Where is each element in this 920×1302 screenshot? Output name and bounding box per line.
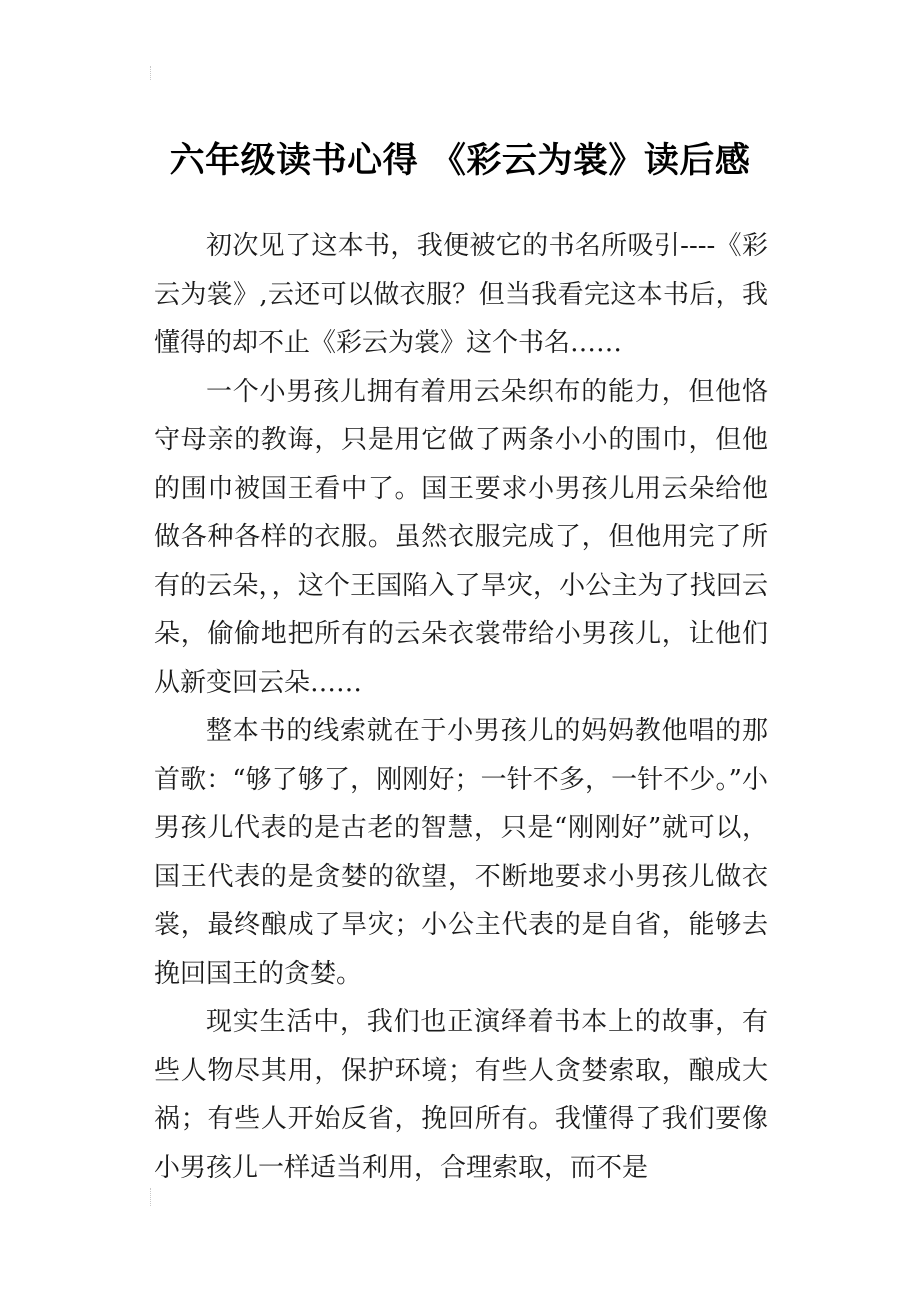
top-corner-mark xyxy=(150,66,157,80)
page-title: 六年级读书心得 《彩云为裳》读后感 xyxy=(169,141,751,182)
paragraph-3: 整本书的线索就在于小男孩儿的妈妈教他唱的那首歌：“够了够了，刚刚好；一针不多，一针不少。”小男孩儿代表的是古老的智慧，只是“刚刚好”就可以，国王代表的是贪婪的欲望，不断地要求小男孩儿做衣裳，最终酿成了旱灾；小公主代表的是自省，能够去挽回国王的贪婪。 xyxy=(154,716,768,989)
paragraph-2: 一个小男孩儿拥有着用云朵织布的能力，但他恪守母亲的教诲，只是用它做了两条小小的围巾，但他的围巾被国王看中了。国王要求小男孩儿用云朵给他做各种各样的衣服。虽然衣服完成了，但他用完了所有的云朵，，这个王国陷入了旱灾，小公主为了找回云朵，偷偷地把所有的云朵衣裳带给小男孩儿，让他们从新变回云朵…… xyxy=(154,376,768,698)
document-body xyxy=(154,222,768,1192)
bottom-corner-mark xyxy=(150,1188,157,1206)
paragraph-4: 现实生活中，我们也正演绎着书本上的故事，有些人物尽其用，保护环境；有些人贪婪索取，酿成大祸；有些人开始反省，挽回所有。我懂得了我们要像小男孩儿一样适当利用，合理索取，而不是 xyxy=(154,1007,768,1183)
paragraph-1: 初次见了这本书，我便被它的书名所吸引----《彩云为裳》,云还可以做衣服？但当我看完这本书后，我懂得的却不止《彩云为裳》这个书名…… xyxy=(154,231,768,358)
